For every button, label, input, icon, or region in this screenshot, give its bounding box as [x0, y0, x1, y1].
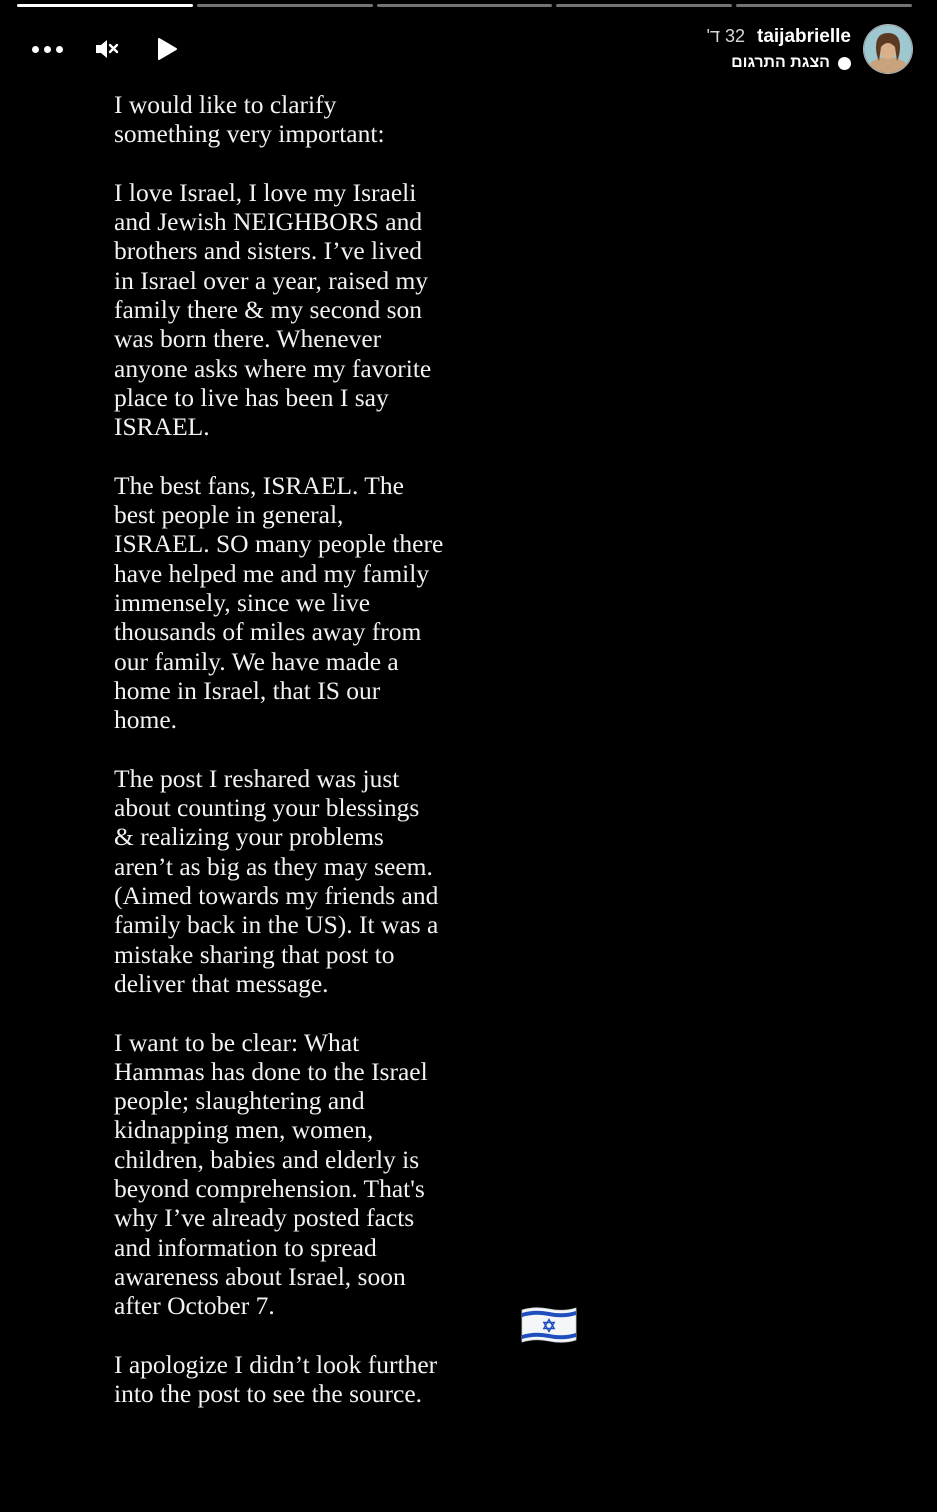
paragraph: The post I reshared was just about counting your blessings & realizing your problems aren’t as big as they may seem. (Aimed towards my friends and family back in the US). It was a mistake sharing that post to deliver that message.	[114, 763, 439, 998]
progress-segment	[736, 4, 912, 7]
paragraph: I would like to clarify something very important:	[114, 90, 385, 149]
paragraph: I want to be clear: What Hammas has done to the Israel people; slaughtering and kidnapping men, women, children, babies and elderly is beyond comprehension. That's why I’ve already posted facts and information to spread awareness about Israel, soon after October 7.	[114, 1027, 428, 1321]
play-icon	[156, 37, 178, 61]
play-button[interactable]	[150, 34, 184, 64]
avatar-image	[864, 25, 912, 73]
progress-segment	[377, 4, 553, 7]
story-controls	[30, 34, 184, 64]
mute-button[interactable]	[90, 34, 124, 64]
story-progress-bar	[17, 4, 912, 7]
progress-segment	[556, 4, 732, 7]
paragraph: The best fans, ISRAEL. The best people in general, ISRAEL. SO many people there have helped me and my family immensely, since we live thousands of miles away from our family. We have made a home in Israel, that IS our home.	[114, 470, 444, 735]
israel-flag-sticker[interactable]	[520, 1305, 578, 1345]
story-text-block	[114, 90, 444, 1438]
post-time: 32 ד'	[706, 26, 745, 46]
progress-segment	[197, 4, 373, 7]
show-translation-link[interactable]	[707, 54, 851, 72]
paragraph: I love Israel, I love my Israeli and Jewish NEIGHBORS and brothers and sisters. I’ve lived in Israel over a year, raised my family there & my second son was born there. Whenever anyone asks where my favorite place to live has been I say ISRAEL.	[114, 177, 432, 442]
translation-dot-icon	[838, 57, 851, 70]
username[interactable]: taijabrielle	[757, 26, 851, 47]
author-line	[707, 26, 851, 48]
progress-segment	[17, 4, 193, 7]
paragraph: I apologize I didn’t look further into the post to see the source.	[114, 1349, 438, 1409]
show-translation-label: הצגת התרגום	[731, 54, 830, 71]
more-dots-icon	[32, 46, 63, 53]
author-info	[707, 26, 851, 72]
progress-fill	[17, 4, 193, 7]
more-options-button[interactable]	[30, 34, 64, 64]
story-author	[707, 24, 913, 74]
speaker-muted-icon	[94, 38, 120, 60]
avatar[interactable]	[863, 24, 913, 74]
